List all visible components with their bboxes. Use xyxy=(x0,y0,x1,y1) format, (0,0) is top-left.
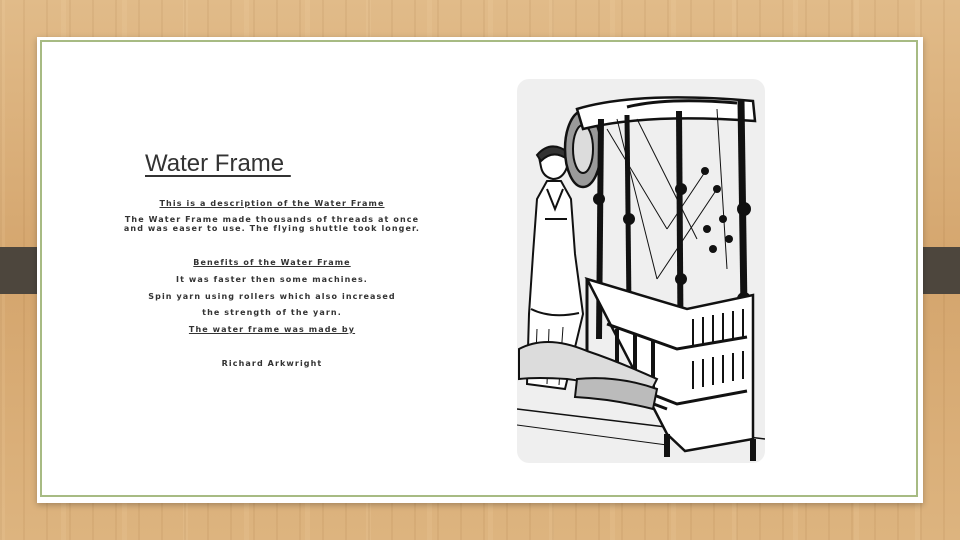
benefit-item-2-line-1: Spin yarn using rollers which also increased xyxy=(148,292,396,301)
inventor-name: Richard Arkwright xyxy=(221,359,323,368)
benefits-heading: Benefits of the Water Frame xyxy=(193,258,351,267)
benefit-item-1: It was faster then some machines. xyxy=(176,275,368,284)
slide-title: Water Frame xyxy=(145,150,291,177)
description-line-2: and was easer to use. The flying shuttle took longer. xyxy=(123,224,421,233)
inventor-heading: The water frame was made by xyxy=(188,325,356,334)
slide-content xyxy=(37,37,923,503)
slide xyxy=(37,37,923,503)
description-line-1: The Water Frame made thousands of threads at once xyxy=(124,215,420,224)
water-frame-illustration xyxy=(517,79,765,463)
description-heading: This is a description of the Water Frame xyxy=(159,199,385,208)
water-frame-engraving xyxy=(517,79,765,463)
benefit-item-2-line-2: the strength of the yarn. xyxy=(202,308,342,317)
